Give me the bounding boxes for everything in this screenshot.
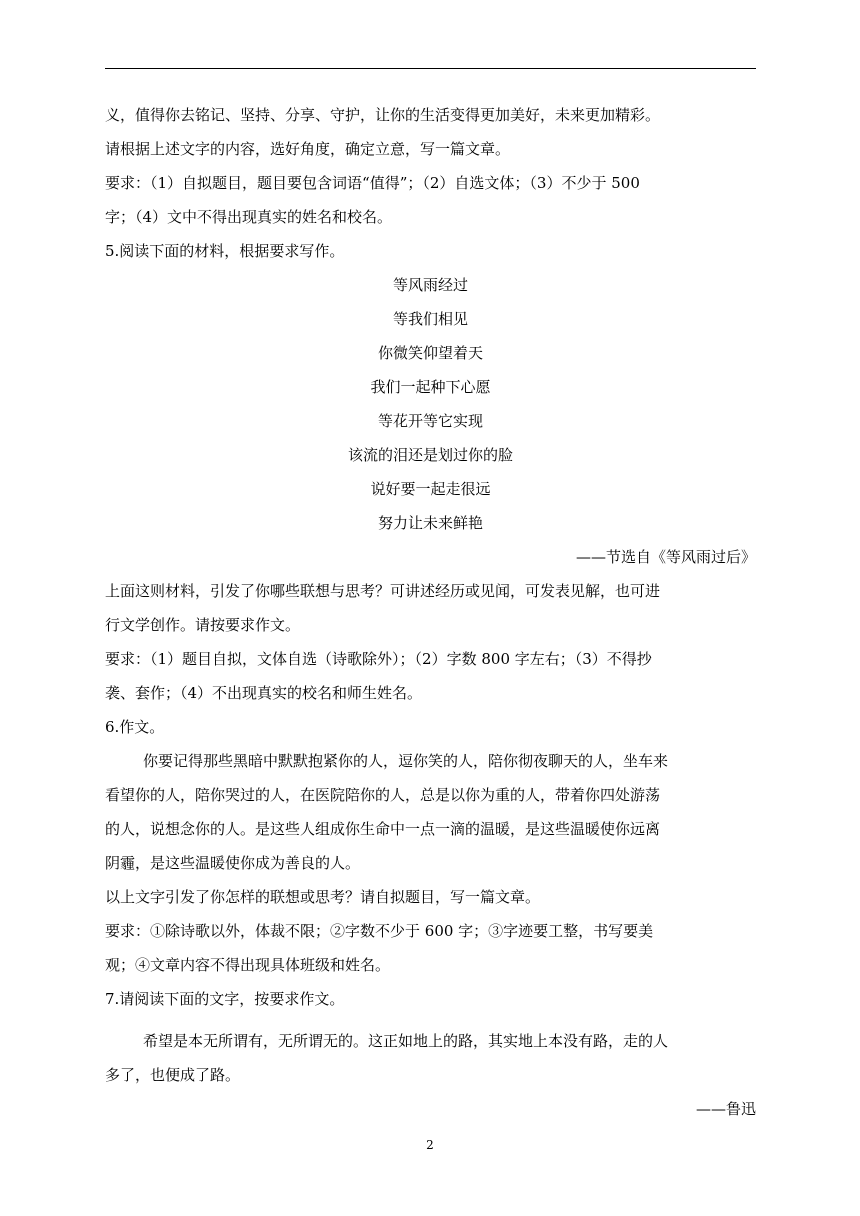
poem-line: 该流的泪还是划过你的脸: [347, 446, 513, 464]
continuation-line-1: 义，值得你去铭记、坚持、分享、守护，让你的生活变得更加美好，未来更加精彩。: [105, 106, 661, 124]
poem-line: 你微笑仰望着天: [377, 344, 483, 362]
q6-prompt: 以上文字引发了你怎样的联想或思考？请自拟题目，写一篇文章。: [105, 888, 541, 906]
q5-requirements-line-2: 袭、套作；（4）不出现真实的校名和师生姓名。: [105, 684, 423, 702]
q6-heading: 6.作文。: [105, 718, 165, 736]
q7-quote-author: ——鲁迅: [695, 1100, 756, 1118]
question-5: [105, 234, 756, 710]
continuation-line-4: 字；（4）文中不得出现真实的姓名和校名。: [105, 208, 393, 226]
q7-quote-line-1: 希望是本无所谓有，无所谓无的。这正如地上的路，其实地上本没有路，走的人: [143, 1032, 669, 1050]
question-6: [105, 710, 756, 982]
continuation-line-2: 请根据上述文字的内容，选好角度，确定立意，写一篇文章。: [105, 140, 511, 158]
poem-line: 等花开等它实现: [377, 412, 483, 430]
question-7: [105, 982, 756, 1126]
document-body: [105, 98, 756, 1126]
q6-requirements-line-1: 要求：①除诗歌以外，体裁不限；②字数不少于 600 字；③字迹要工整，书写要美: [105, 922, 654, 940]
q5-prompt-line-1: 上面这则材料，引发了你哪些联想与思考？可讲述经历或见闻，可发表见解，也可进: [105, 582, 661, 600]
poem-line: 说好要一起走很远: [370, 480, 491, 498]
header-rule: [105, 68, 756, 69]
q6-passage-line-4: 阴霾，是这些温暖使你成为善良的人。: [105, 854, 361, 872]
q6-passage-line-1: 你要记得那些黑暗中默默抱紧你的人，逗你笑的人，陪你彻夜聊天的人，坐车来: [143, 752, 669, 770]
poem-line: 我们一起种下心愿: [370, 378, 491, 396]
q7-quote-line-2: 多了，也便成了路。: [105, 1066, 241, 1084]
poem-line: 等风雨经过: [392, 276, 468, 294]
q6-passage-line-2: 看望你的人，陪你哭过的人，在医院陪你的人，总是以你为重的人，带着你四处游荡: [105, 786, 661, 804]
poem-line: 等我们相见: [392, 310, 468, 328]
continuation-line-3: 要求：（1）自拟题目，题目要包含词语“值得”；（2）自选文体；（3）不少于 500: [105, 174, 640, 192]
continuation-paragraph: [105, 98, 756, 234]
q6-requirements-line-2: 观；④文章内容不得出现具体班级和姓名。: [105, 956, 391, 974]
q6-passage-line-3: 的人，说想念你的人。是这些人组成你生命中一点一滴的温暖，是这些温暖使你远离: [105, 820, 661, 838]
q5-prompt-line-2: 行文学创作。请按要求作文。: [105, 616, 301, 634]
q7-heading: 7.请阅读下面的文字，按要求作文。: [105, 990, 345, 1008]
poem-line: 努力让未来鲜艳: [377, 514, 483, 532]
page-number: 2: [426, 1138, 434, 1152]
q5-heading: 5.阅读下面的材料，根据要求写作。: [105, 242, 345, 260]
poem-source: ——节选自《等风雨过后》: [575, 548, 756, 566]
q5-requirements-line-1: 要求：（1）题目自拟，文体自选（诗歌除外）；（2）字数 800 字左右；（3）不得抄: [105, 650, 652, 668]
